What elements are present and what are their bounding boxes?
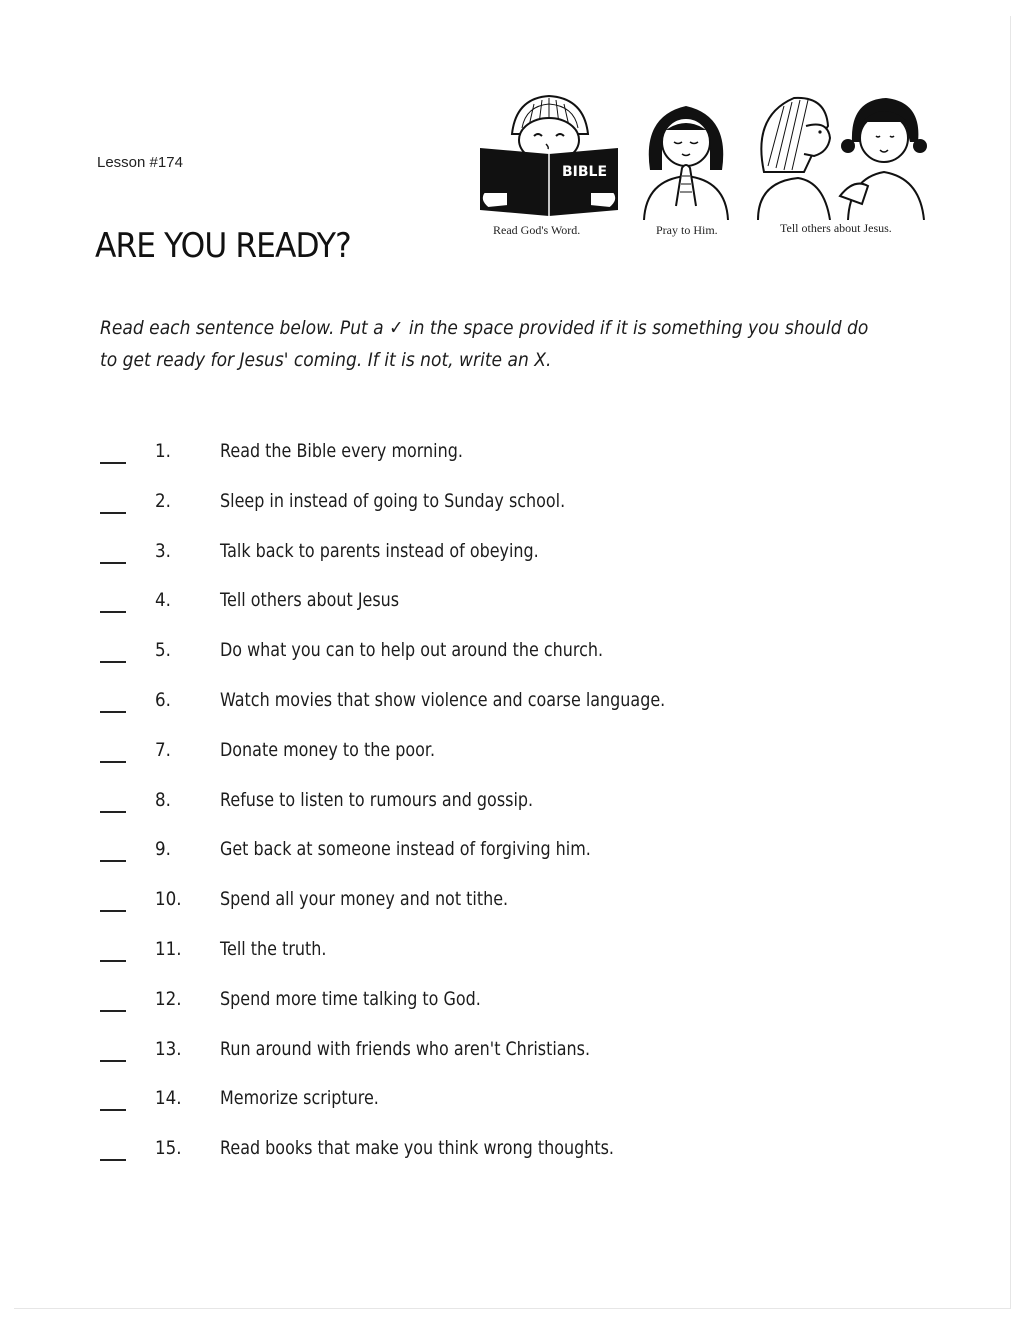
question-text: Tell others about Jesus — [220, 589, 400, 612]
question-item-12 — [100, 982, 900, 1032]
question-number: 14. — [155, 1087, 182, 1110]
answer-blank[interactable] — [100, 761, 126, 763]
instructions — [100, 312, 869, 376]
answer-blank[interactable] — [100, 860, 126, 862]
question-text: Tell the truth. — [220, 937, 327, 960]
caption-tell-others: Tell others about Jesus. — [780, 221, 892, 235]
question-number: 8. — [155, 788, 171, 811]
answer-blank[interactable] — [100, 562, 126, 564]
question-item-6 — [100, 683, 900, 733]
answer-blank[interactable] — [100, 1060, 126, 1062]
answer-blank[interactable] — [100, 910, 126, 912]
question-number: 10. — [155, 888, 182, 911]
children-talking-icon — [744, 86, 934, 220]
question-item-1 — [100, 434, 900, 484]
question-number: 12. — [155, 987, 182, 1010]
instructions-line-2: to get ready for Jesus' coming. If it is not, write an X. — [100, 349, 552, 371]
caption-read-gods-word: Read God's Word. — [493, 223, 581, 237]
question-number: 15. — [155, 1137, 182, 1160]
question-text: Watch movies that show violence and coarse language. — [220, 688, 666, 711]
answer-blank[interactable] — [100, 1010, 126, 1012]
child-praying-icon — [636, 96, 736, 220]
checkmark-icon: ✓ — [389, 317, 404, 339]
question-item-2 — [100, 484, 900, 534]
answer-blank[interactable] — [100, 1159, 126, 1161]
question-item-15 — [100, 1131, 900, 1181]
question-text: Refuse to listen to rumours and gossip. — [220, 788, 534, 811]
question-item-9 — [100, 832, 900, 882]
question-item-5 — [100, 633, 900, 683]
answer-blank[interactable] — [100, 960, 126, 962]
question-text: Run around with friends who aren't Christians. — [220, 1037, 591, 1060]
question-text: Read the Bible every morning. — [220, 440, 463, 462]
question-number: 11. — [155, 937, 182, 960]
question-text: Memorize scripture. — [220, 1087, 379, 1110]
question-text: Sleep in instead of going to Sunday school. — [220, 489, 566, 512]
question-text: Spend all your money and not tithe. — [220, 888, 509, 911]
child-reading-bible-icon — [474, 92, 624, 222]
answer-blank[interactable] — [100, 512, 126, 514]
question-text: Donate money to the poor. — [220, 738, 436, 761]
lesson-number: Lesson #174 — [97, 154, 183, 171]
instructions-line-1-end: in the space provided if it is something you should do — [408, 317, 869, 339]
answer-blank[interactable] — [100, 661, 126, 663]
question-item-11 — [100, 932, 900, 982]
question-number: 13. — [155, 1037, 182, 1060]
instructions-line-1-start: Read each sentence below. Put a — [100, 317, 384, 339]
question-number: 1. — [155, 440, 171, 462]
instructions-line-1 — [100, 312, 869, 344]
bible-book-label: BIBLE — [562, 164, 608, 180]
answer-blank[interactable] — [100, 611, 126, 613]
question-item-8 — [100, 783, 900, 833]
question-number: 7. — [155, 738, 171, 761]
question-text: Get back at someone instead of forgiving him. — [220, 838, 591, 861]
question-number: 9. — [155, 838, 171, 861]
question-item-14 — [100, 1081, 900, 1131]
question-number: 3. — [155, 539, 171, 562]
question-number: 5. — [155, 639, 171, 662]
question-number: 6. — [155, 688, 171, 711]
answer-blank[interactable] — [100, 711, 126, 713]
question-item-7 — [100, 733, 900, 783]
answer-blank[interactable] — [100, 1109, 126, 1111]
question-item-3 — [100, 534, 900, 584]
question-text: Do what you can to help out around the church. — [220, 639, 604, 662]
question-text: Talk back to parents instead of obeying. — [220, 539, 539, 562]
answer-blank[interactable] — [100, 811, 126, 813]
question-item-13 — [100, 1032, 900, 1082]
question-number: 2. — [155, 489, 171, 512]
question-text: Read books that make you think wrong thoughts. — [220, 1137, 614, 1160]
answer-blank[interactable] — [100, 462, 126, 464]
caption-pray-to-him: Pray to Him. — [656, 223, 718, 237]
question-number: 4. — [155, 589, 171, 612]
question-list — [100, 434, 900, 1181]
question-item-10 — [100, 882, 900, 932]
question-item-4 — [100, 583, 900, 633]
question-text: Spend more time talking to God. — [220, 987, 481, 1010]
worksheet-title: ARE YOU READY? — [95, 226, 351, 266]
